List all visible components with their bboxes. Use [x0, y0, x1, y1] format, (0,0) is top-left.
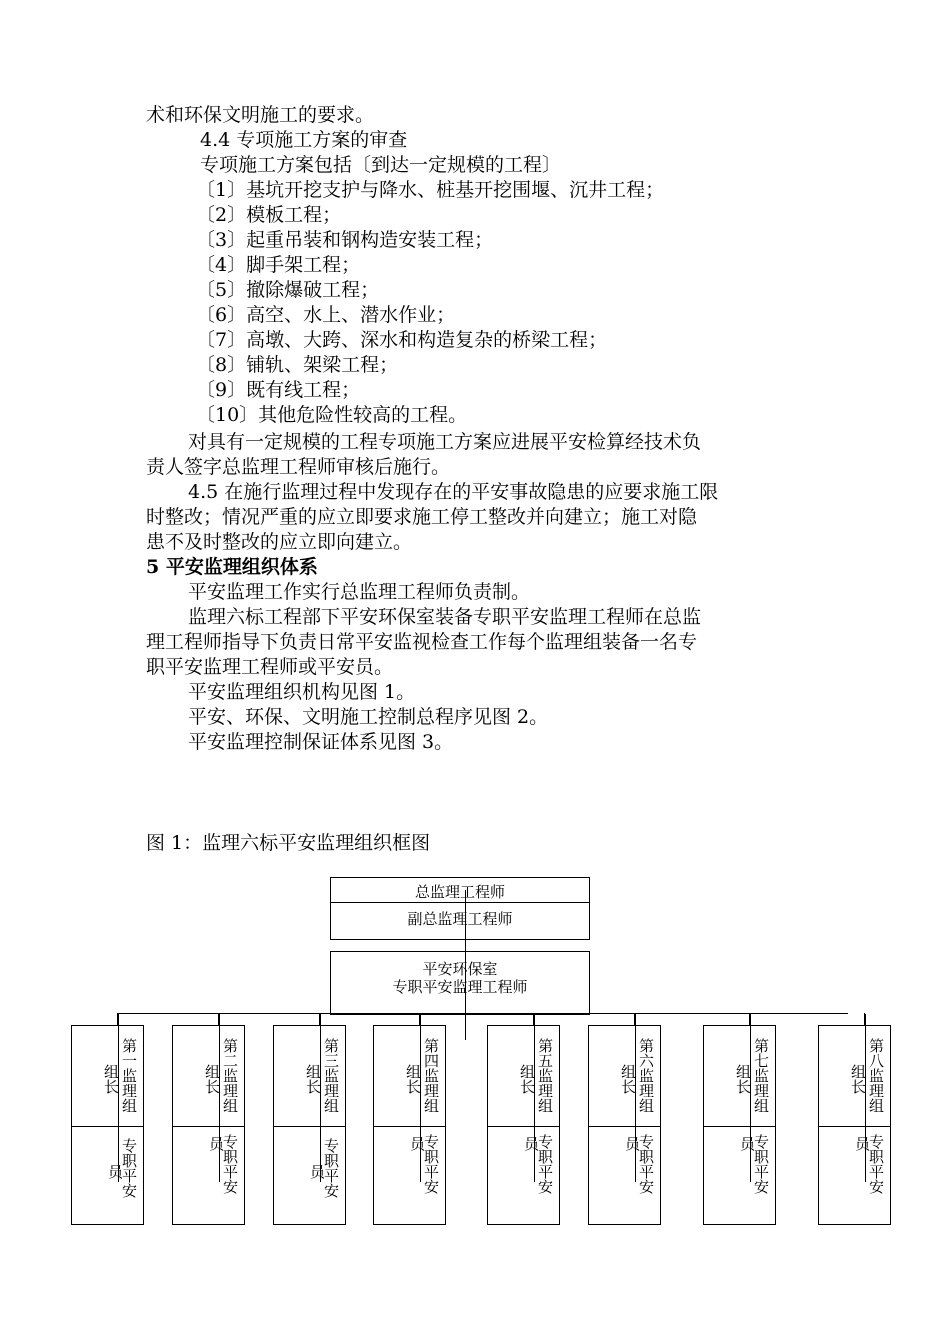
group-leader-label: 组长: [734, 1064, 752, 1094]
group-staff-label: 专职平安: [221, 1134, 239, 1194]
group-divider: [72, 1126, 143, 1127]
central-connector: [465, 890, 466, 1040]
group-staff-suffix: 员: [623, 1136, 641, 1151]
group-bus-line: [118, 1013, 848, 1014]
paragraph-line-25: 平安、环保、文明施工控制总程序见图 2。: [188, 706, 549, 728]
group-staff-label: 专职平安: [637, 1134, 655, 1194]
paragraph-line-20: 平安监理工作实行总监理工程师负责制。: [188, 581, 531, 603]
list-item-4: 〔4〕脚手架工程；: [196, 254, 361, 276]
group-divider: [274, 1126, 345, 1127]
group-leader-label: 组长: [404, 1064, 422, 1094]
paragraph-line-24: 平安监理组织机构见图 1。: [188, 681, 416, 703]
list-item-2: 〔2〕模板工程；: [196, 204, 342, 226]
group-staff-label: 专职平安: [536, 1134, 554, 1194]
paragraph-line-15: 责人签字总监理工程师审核后施行。: [146, 456, 451, 478]
paragraph-line-3: 专项施工方案包括〔到达一定规模的工程〕: [200, 154, 562, 176]
chief-label: 总监理工程师: [414, 883, 505, 901]
chief-box: [330, 877, 590, 940]
group-divider: [589, 1126, 660, 1127]
safety-office-box: [330, 951, 590, 1015]
chief-divider: [331, 902, 589, 903]
group-connector: [533, 1013, 534, 1025]
group-staff-suffix: 员: [522, 1136, 540, 1151]
group-box-2: [172, 1025, 245, 1225]
group-connector: [419, 1013, 420, 1025]
list-item-6: 〔6〕高空、水上、潜水作业；: [196, 304, 456, 326]
group-name: 第三监理组: [322, 1038, 340, 1113]
group-staff-suffix: 员: [408, 1136, 426, 1151]
group-staff-label: 专职平安: [322, 1138, 340, 1198]
group-leader-label: 组长: [304, 1064, 322, 1094]
group-box-5: [487, 1025, 560, 1225]
list-item-8: 〔8〕铺轨、架梁工程；: [196, 354, 399, 376]
paragraph-line-16: 4.5 在施行监理过程中发现存在的平安事故隐患的应要求施工限: [188, 481, 719, 503]
list-item-3: 〔3〕起重吊装和钢构造安装工程；: [196, 229, 494, 251]
group-box-6: [588, 1025, 661, 1225]
group-connector: [117, 1013, 118, 1025]
paragraph-line-23: 职平安监理工程师或平安员。: [146, 656, 394, 678]
figure-caption: 图 1：监理六标平安监理组织框图: [146, 832, 431, 854]
list-item-7: 〔7〕高墩、大跨、深水和构造复杂的桥梁工程；: [196, 329, 608, 351]
group-divider: [488, 1126, 559, 1127]
group-name: 第四监理组: [422, 1038, 440, 1113]
group-leader-label: 组长: [849, 1064, 867, 1094]
group-name: 第五监理组: [536, 1038, 554, 1113]
office-engineer-label: 专职平安监理工程师: [392, 978, 528, 996]
paragraph-line-17: 时整改；情况严重的应立即要求施工停工整改并向建立；施工对隐: [146, 506, 698, 528]
group-name: 第八监理组: [867, 1038, 885, 1113]
group-box-4: [373, 1025, 446, 1225]
group-staff-suffix: 员: [738, 1136, 756, 1151]
list-item-5: 〔5〕撤除爆破工程；: [196, 279, 380, 301]
paragraph-line-1: 术和环保文明施工的要求。: [146, 104, 375, 126]
group-name: 第六监理组: [637, 1038, 655, 1113]
paragraph-line-18: 患不及时整改的应立即向建立。: [146, 531, 413, 553]
group-leader-label: 组长: [102, 1064, 120, 1094]
group-staff-label: 专职平安: [752, 1134, 770, 1194]
group-connector: [749, 1013, 750, 1025]
group-box-3: [273, 1025, 346, 1225]
group-leader-label: 组长: [203, 1064, 221, 1094]
group-divider: [374, 1126, 445, 1127]
group-connector: [634, 1013, 635, 1025]
group-leader-label: 组长: [518, 1064, 536, 1094]
list-item-9: 〔9〕既有线工程；: [196, 379, 361, 401]
deputy-label: 副总监理工程师: [407, 910, 513, 928]
group-box-8: [818, 1025, 891, 1225]
group-staff-label: 专职平安: [867, 1134, 885, 1194]
group-connector: [319, 1013, 320, 1025]
group-name: 第二监理组: [221, 1038, 239, 1113]
group-staff-suffix: 员: [207, 1136, 225, 1151]
group-divider: [819, 1126, 890, 1127]
group-name: 第七监理组: [752, 1038, 770, 1113]
group-divider: [173, 1126, 244, 1127]
group-staff-suffix: 员: [308, 1164, 326, 1179]
group-leader-label: 组长: [619, 1064, 637, 1094]
group-name: 第一监理组: [120, 1038, 138, 1113]
group-staff-label: 专职平安: [422, 1134, 440, 1194]
group-connector: [864, 1013, 865, 1025]
list-item-1: 〔1〕基坑开挖支护与降水、桩基开挖围堰、沉井工程；: [196, 179, 665, 201]
group-divider: [704, 1126, 775, 1127]
group-box-1: [71, 1025, 144, 1225]
paragraph-line-21: 监理六标工程部下平安环保室装备专职平安监理工程师在总监: [188, 606, 702, 628]
group-staff-label: 专职平安: [120, 1138, 138, 1198]
paragraph-line-14: 对具有一定规模的工程专项施工方案应进展平安检算经技术负: [188, 431, 702, 453]
paragraph-line-26: 平安监理控制保证体系见图 3。: [188, 731, 454, 753]
section-heading-5: 5 平安监理组织体系: [146, 556, 318, 578]
group-staff-suffix: 员: [106, 1164, 124, 1179]
office-label: 平安环保室: [422, 960, 498, 978]
group-connector: [218, 1013, 219, 1025]
group-staff-suffix: 员: [853, 1136, 871, 1151]
list-item-10: 〔10〕其他危险性较高的工程。: [196, 404, 468, 426]
group-box-7: [703, 1025, 776, 1225]
paragraph-line-22: 理工程师指导下负责日常平安监视检查工作每个监理组装备一名专: [146, 631, 698, 653]
section-heading-4-4: 4.4 专项施工方案的审查: [200, 129, 408, 151]
